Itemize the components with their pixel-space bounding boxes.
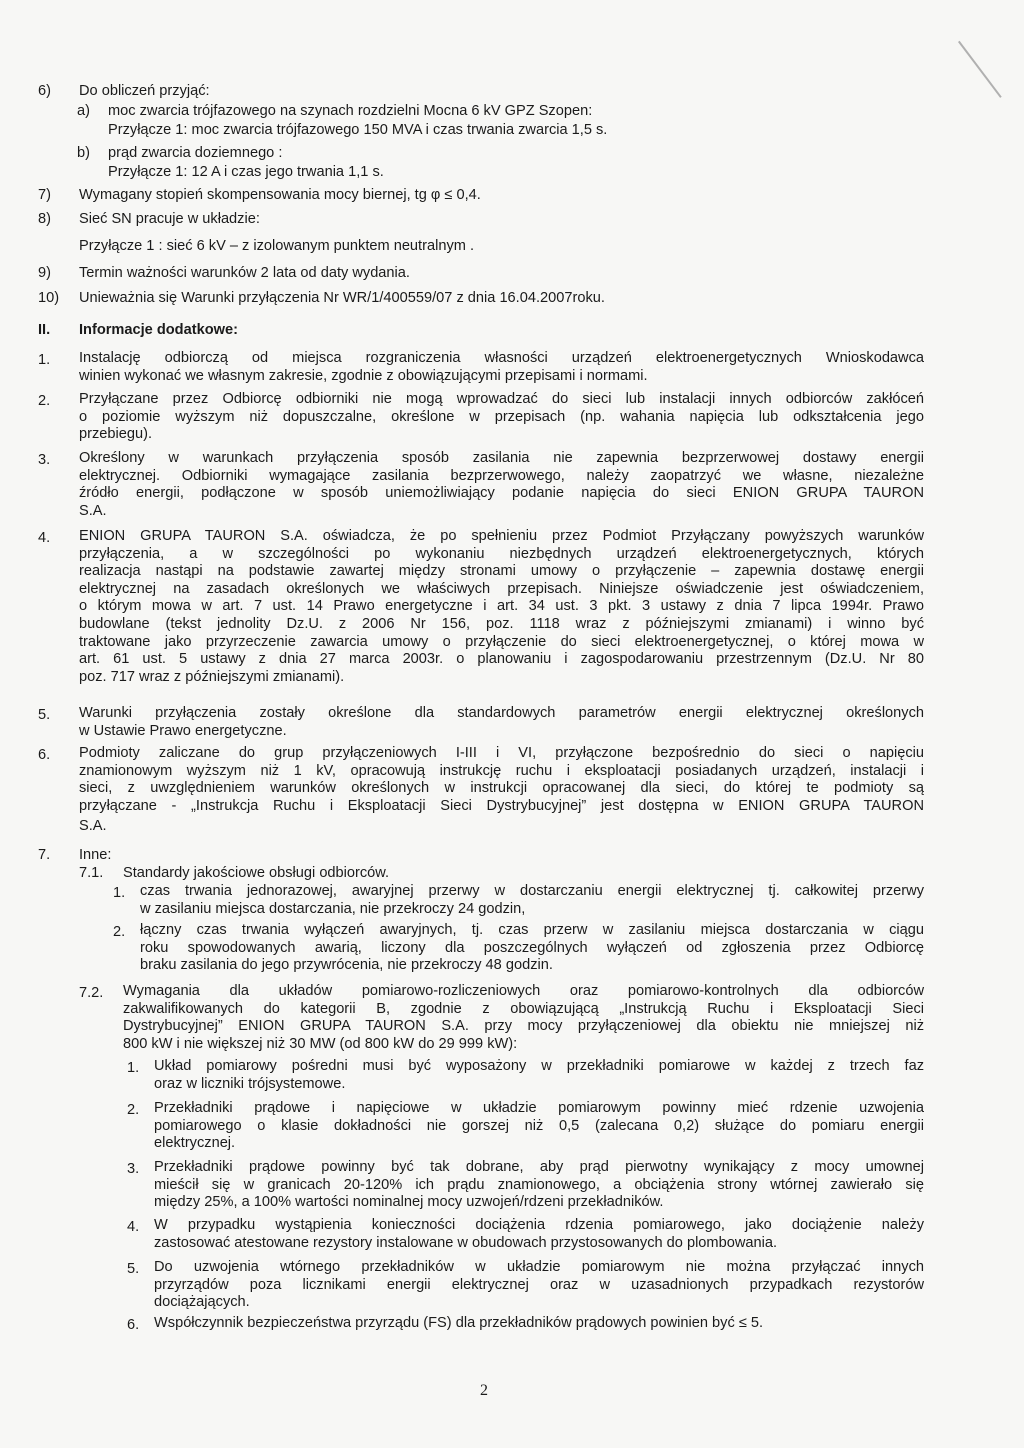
subitem-letter: b) bbox=[77, 145, 90, 161]
text-line: Określony w warunkach przyłączenia sposób zasilania nie zapewnia bezprzerwowej dostawy energii bbox=[79, 450, 924, 466]
text-line: Układ pomiarowy pośredni musi być wyposażony w przekładniki pomiarowe w każdej z trzech faz bbox=[154, 1058, 924, 1074]
text-line: przyłączane - „Instrukcja Ruchu i Eksploatacji Sieci Dystrybucyjnej” jest dostępna w ENION GRUPA TAURON bbox=[79, 797, 924, 814]
item-text: Wymagany stopień skompensowania mocy biernej, tg φ ≤ 0,4. bbox=[79, 187, 481, 203]
text-line: elektrycznej. Odbiorniki wymagające zasilania bezprzerwowego, należy zaopatrzyć we własne, niezależne bbox=[79, 467, 924, 484]
sub-list-item bbox=[154, 1315, 924, 1333]
sub-list-item bbox=[154, 1259, 924, 1312]
subitem-detail: Przyłącze 1: 12 A i czas jego trwania 1,1 s. bbox=[108, 164, 384, 180]
sub-list-number: 1. bbox=[113, 885, 126, 901]
text-line: Warunki przyłączenia zostały określone dla standardowych parametrów energii elektrycznej określonych bbox=[79, 705, 924, 721]
section-number: II. bbox=[38, 322, 51, 338]
text-line: braku zasilania do jego przywrócenia, nie przekroczy 48 godzin. bbox=[140, 957, 553, 974]
list-item-number: 5. bbox=[38, 707, 51, 723]
subitem-text: moc zwarcia trójfazowego na szynach rozdzielni Mocna 6 kV GPZ Szopen: bbox=[108, 103, 593, 119]
text-line: mieścił się w granicach 20-120% ich prądu znamionowego, a obciążenia strony wtórnej zawierało się bbox=[154, 1176, 924, 1193]
page-number: 2 bbox=[480, 1382, 488, 1399]
sub-list-number: 3. bbox=[127, 1161, 140, 1177]
text-line: łączny czas trwania wyłączeń awaryjnych, tj. czas przerw w zasilaniu miejsca dostarczania w ciągu bbox=[140, 922, 924, 938]
sub-list-number: 6. bbox=[127, 1317, 140, 1333]
text-line: ENION GRUPA TAURON S.A. oświadcza, że po spełnieniu przez Podmiot Przyłączany powyższych warunków bbox=[79, 528, 924, 544]
list-item bbox=[79, 528, 924, 686]
item-number: 8) bbox=[38, 211, 51, 227]
list-item bbox=[79, 705, 924, 740]
item-number: 10) bbox=[38, 290, 60, 306]
text-line: Do uzwojenia wtórnego przekładników w układzie pomiarowym nie można przyłączać innych bbox=[154, 1259, 924, 1275]
text-line: Przekładniki prądowe powinny być tak dobrane, aby prąd pierwotny wynikający z mocy umownej bbox=[154, 1159, 924, 1175]
sub-list-number: 1. bbox=[127, 1060, 140, 1076]
text-line: 800 kW i nie większej niż 30 MW (od 800 kW do 29 999 kW): bbox=[123, 1035, 518, 1052]
text-line: Przekładniki prądowe i napięciowe w układzie pomiarowym powinny mieć rdzenie uzwojenia bbox=[154, 1100, 924, 1116]
text-line: pomiarowego o klasie dokładności nie gorszej niż 0,5 (zalecana 0,2) służące do pomiaru energii bbox=[154, 1117, 924, 1134]
text-line: S.A. bbox=[79, 818, 107, 835]
text-line: dociążających. bbox=[154, 1294, 250, 1311]
text-line: traktowane jako przyrzeczenie zawarcia umowy o przyłączenie do sieci elektroenergetycznej, o której mowa w bbox=[79, 633, 924, 650]
list-item-number: 4. bbox=[38, 530, 51, 546]
subsection-title: Standardy jakościowe obsługi odbiorców. bbox=[123, 865, 390, 881]
subsection-text bbox=[123, 983, 924, 1053]
list-item-number: 3. bbox=[38, 452, 51, 468]
sub-list-number: 4. bbox=[127, 1219, 140, 1235]
list-item-number: 7. bbox=[38, 847, 51, 863]
sub-list-item bbox=[140, 922, 924, 975]
text-line: winien wykonać we własnym zakresie, zgodnie z obowiązującymi przepisami i normami. bbox=[79, 367, 648, 384]
list-item-number: 1. bbox=[38, 352, 51, 368]
item-text: Sieć SN pracuje w układzie: bbox=[79, 211, 260, 227]
text-line: W przypadku wystąpienia konieczności dociążenia rdzenia pomiarowego, jako dociążenie należy bbox=[154, 1217, 924, 1233]
text-line: Wymagania dla układów pomiarowo-rozliczeniowych oraz pomiarowo-kontrolnych dla odbiorców bbox=[123, 983, 924, 999]
text-line: zastosować atestowane rezystory instalowane w obudowach przystosowanych do plombowania. bbox=[154, 1234, 777, 1251]
text-line: o poziomie wyższym niż dopuszczalne, określone w przepisach (np. wahania napięcia lub odkształcenia jego bbox=[79, 408, 924, 425]
text-line: realizacja nastąpi na podstawie zawartej między stronami umowy o przyłączenie – zapewnia dostawę energii bbox=[79, 563, 924, 580]
text-line: w Ustawie Prawo energetyczne. bbox=[79, 722, 287, 739]
text-line: poz. 717 wraz z późniejszymi zmianami). bbox=[79, 668, 345, 685]
text-line: przebiegu). bbox=[79, 426, 153, 443]
list-item-number: 2. bbox=[38, 393, 51, 409]
sub-list-number: 5. bbox=[127, 1261, 140, 1277]
text-line: roku spowodowanych awarią, liczony dla poszczególnych wyłączeń od zgłoszenia przez Odbiorcę bbox=[140, 939, 924, 956]
text-line: oraz w liczniki trójsystemowe. bbox=[154, 1075, 346, 1092]
item-label: Inne: bbox=[79, 847, 112, 863]
scan-artifact-line bbox=[958, 41, 1002, 98]
list-item bbox=[79, 350, 924, 385]
text-line: elektrycznej na zasadach określonych we właściwych przepisach. Niniejsze oświadczenie jest oświadczeniem, bbox=[79, 580, 924, 597]
text-line: Instalację odbiorczą od miejsca rozgraniczenia własności urządzeń elektroenergetycznych Wnioskodawca bbox=[79, 350, 924, 366]
text-line: art. 61 ust. 5 ustawy z dnia 27 marca 2003r. o planowaniu i zagospodarowaniu przestrzennym (Dz.U. Nr 80 bbox=[79, 651, 924, 668]
text-line: między 25%, a 100% wartości nominalnej mocy uzwojeń/rdzeni przekładników. bbox=[154, 1194, 664, 1211]
text-line: czas trwania jednorazowej, awaryjnej przerwy w dostarczaniu energii elektrycznej tj. całkowitej przerwy bbox=[140, 883, 924, 899]
item-number: 7) bbox=[38, 187, 51, 203]
subitem-letter: a) bbox=[77, 103, 90, 119]
item-detail: Przyłącze 1 : sieć 6 kV – z izolowanym punktem neutralnym . bbox=[79, 238, 475, 254]
list-item bbox=[79, 450, 924, 520]
text-line: sieci, z uwzględnieniem warunków określonych w instrukcji opracowanej dla sieci, do której te podmioty są bbox=[79, 780, 924, 797]
sub-list-item bbox=[154, 1058, 924, 1093]
subitem-text: prąd zwarcia doziemnego : bbox=[108, 145, 283, 161]
text-line: elektrycznej. bbox=[154, 1135, 236, 1152]
text-line: w zasilaniu miejsca dostarczania, nie przekroczy 24 godzin, bbox=[140, 900, 526, 917]
section-heading: Informacje dodatkowe: bbox=[79, 322, 238, 338]
sub-list-item bbox=[154, 1100, 924, 1153]
text-line: źródło energii, podłączone w sposób uniemożliwiający podanie napięcia do sieci ENION GRUPA TAURON bbox=[79, 485, 924, 502]
item-number: 9) bbox=[38, 265, 51, 281]
text-line: zakwalifikowanych do kategorii B, zgodnie z obowiązującą „Instrukcją Ruchu i Eksploatacji Sieci bbox=[123, 1000, 924, 1017]
text-line: przyrządów poza licznikami energii elektrycznej oraz w uzasadnionych przypadkach rezystorów bbox=[154, 1276, 924, 1293]
sub-list-item bbox=[154, 1159, 924, 1212]
text-line: o którym mowa w art. 7 ust. 14 Prawo energetyczne i art. 34 ust. 3 pkt. 3 ustawy z dnia 7 lipca 1994r. Prawo bbox=[79, 598, 924, 615]
subsection-number: 7.1. bbox=[79, 865, 104, 881]
text-line: budowlane (tekst jednolity Dz.U. z 2006 Nr 156, poz. 1118 wraz z późniejszymi zmianami) i winno być bbox=[79, 615, 924, 632]
item-text: Do obliczeń przyjąć: bbox=[79, 83, 210, 99]
list-item bbox=[79, 745, 924, 836]
text-line: Podmioty zaliczane do grup przyłączeniowych I-III i VI, przyłączone bezpośrednio do sieci o napięciu bbox=[79, 745, 924, 761]
text-line: przyłączenia, a w szczególności po wykonaniu niezbędnych urządzeń elektroenergetycznych, których bbox=[79, 545, 924, 562]
text-line: Przyłączane przez Odbiorcę odbiorniki nie mogą wprowadzać do sieci lub instalacji innych odbiorców zakłóceń bbox=[79, 391, 924, 407]
item-text: Unieważnia się Warunki przyłączenia Nr WR/1/400559/07 z dnia 16.04.2007roku. bbox=[79, 290, 605, 306]
list-item-number: 6. bbox=[38, 747, 51, 763]
sub-list-number: 2. bbox=[113, 924, 126, 940]
subitem-detail: Przyłącze 1: moc zwarcia trójfazowego 150 MVA i czas trwania zwarcia 1,5 s. bbox=[108, 122, 608, 138]
text-line: Współczynnik bezpieczeństwa przyrządu (FS) dla przekładników prądowych powinien być ≤ 5. bbox=[154, 1315, 764, 1331]
sub-list-item bbox=[140, 883, 924, 918]
item-text: Termin ważności warunków 2 lata od daty wydania. bbox=[79, 265, 410, 281]
subsection-number: 7.2. bbox=[79, 985, 104, 1001]
sub-list-item bbox=[154, 1217, 924, 1252]
text-line: S.A. bbox=[79, 502, 107, 519]
item-number: 6) bbox=[38, 83, 51, 99]
list-item bbox=[79, 391, 924, 444]
text-line: Dystrybucyjnej” ENION GRUPA TAURON S.A. przy mocy przyłączeniowej dla obiektu nie mniejszej niż bbox=[123, 1018, 924, 1035]
text-line: znamionowym wyższym niż 1 kV, opracowują instrukcję ruchu i eksploatacji posiadanych urządzeń, instalacji i bbox=[79, 762, 924, 779]
sub-list-number: 2. bbox=[127, 1102, 140, 1118]
